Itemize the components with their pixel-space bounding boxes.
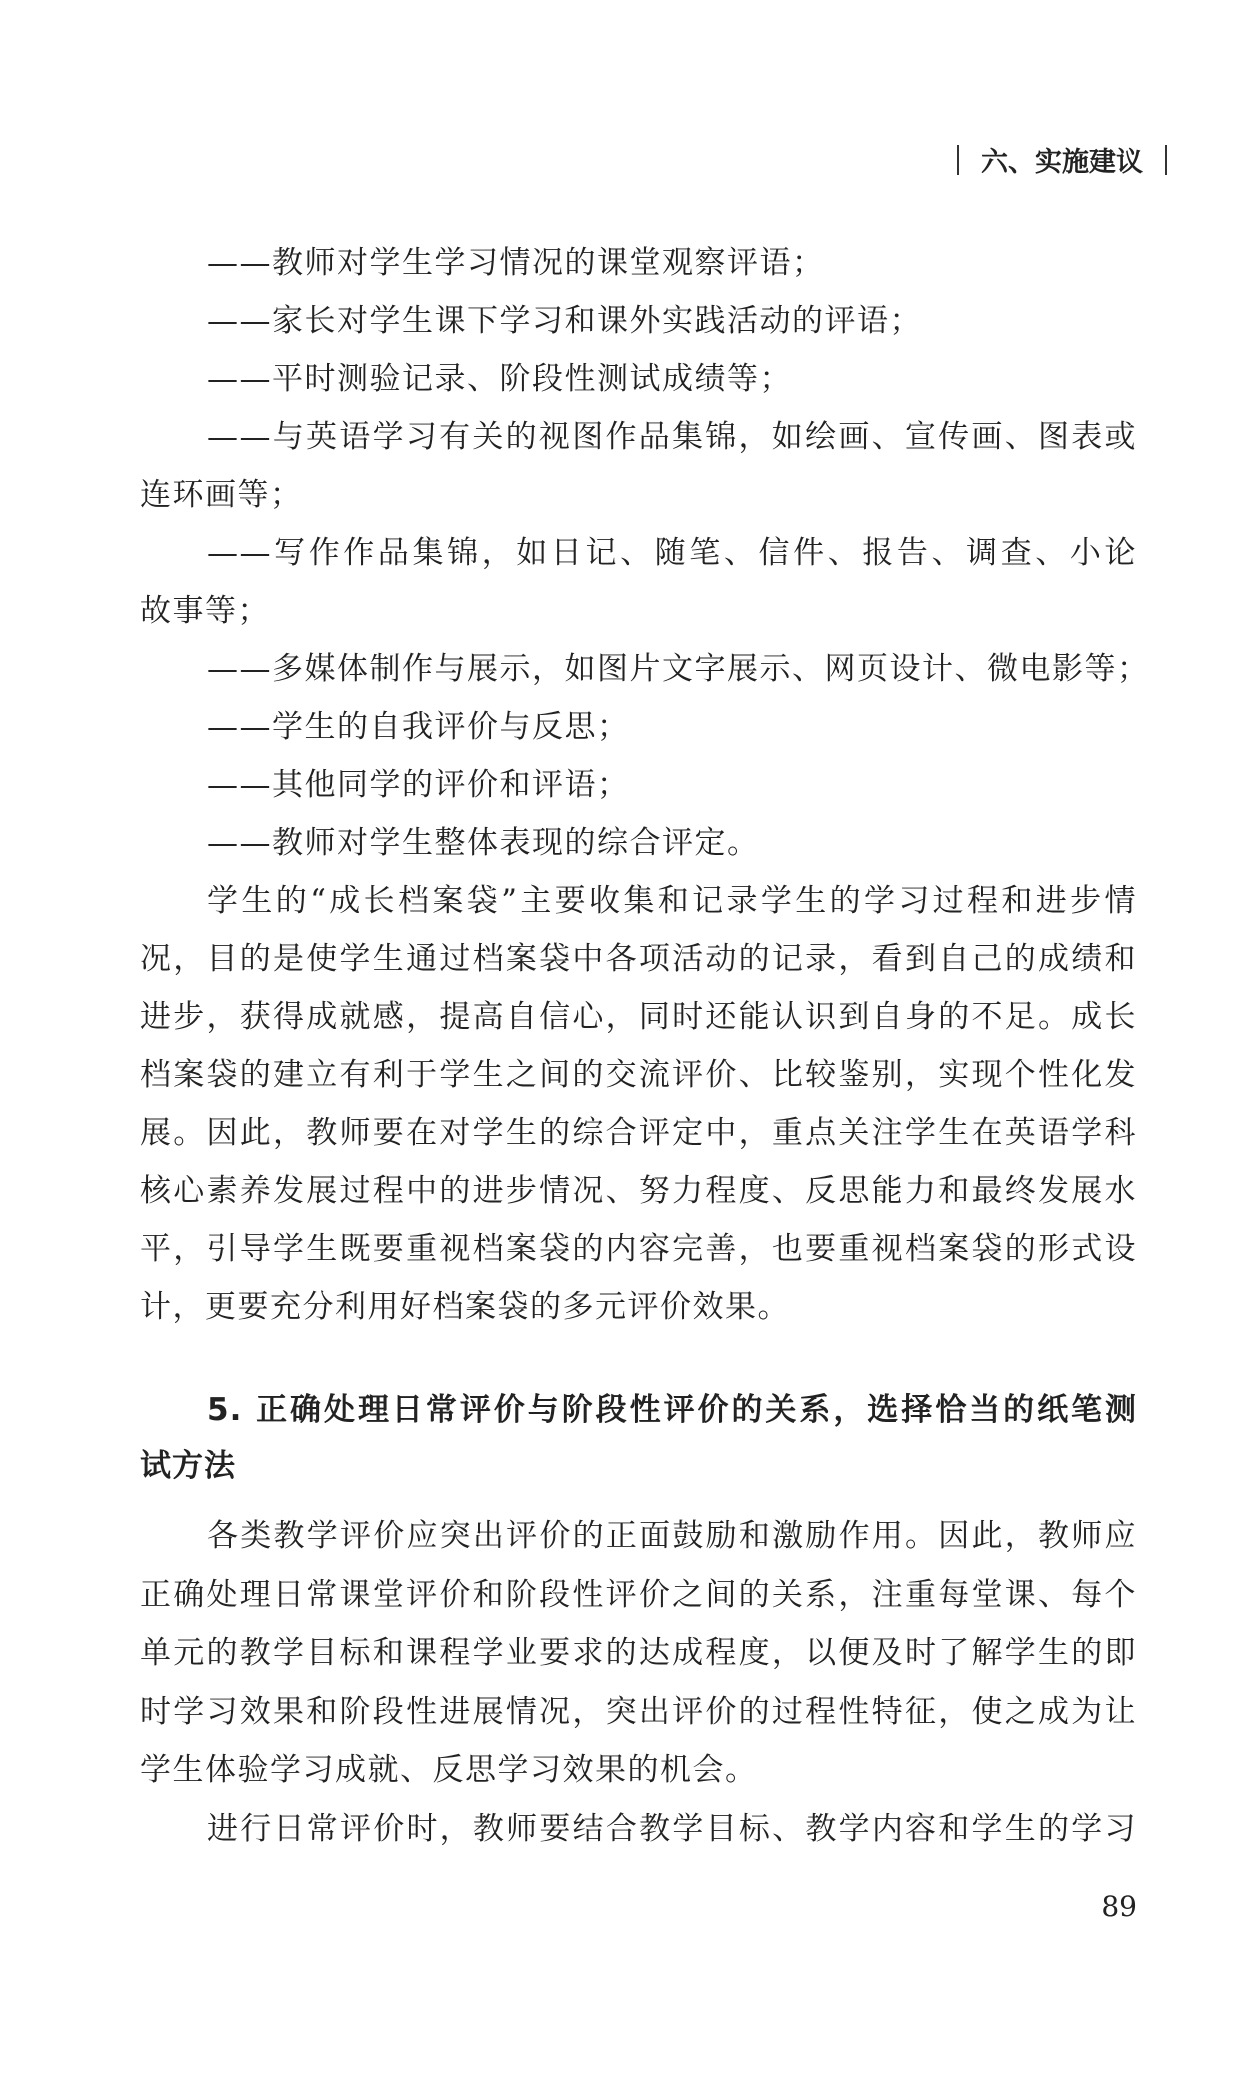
section-title: 六、实施建议 (981, 147, 1143, 178)
paragraph-portfolio (140, 872, 1137, 1336)
list-item: ——教师对学生整体表现的综合评定。 (207, 825, 760, 861)
list-item-continued: 故事等； (140, 593, 270, 629)
list-item: ——平时测验记录、阶段性测试成绩等； (207, 361, 792, 397)
paragraph-line: 档案袋的建立有利于学生之间的交流评价、比较鉴别，实现个性化发 (140, 1057, 1137, 1093)
list-item-continued: 连环画等； (140, 477, 303, 513)
page-body (140, 234, 1150, 1859)
paragraph-line: 展。因此，教师要在对学生的综合评定中，重点关注学生在英语学科 (140, 1115, 1137, 1151)
paragraph-line: 单元的教学目标和课程学业要求的达成程度，以便及时了解学生的即 (140, 1635, 1137, 1672)
section-heading (140, 1382, 1137, 1494)
list-item: ——学生的自我评价与反思； (207, 709, 630, 745)
paragraph-evaluation (140, 1507, 1137, 1859)
list-item: ——写作作品集锦，如日记、随笔、信件、报告、调查、小论 (207, 535, 1137, 571)
heading-line: 试方法 (140, 1448, 236, 1484)
paragraph-line: 各类教学评价应突出评价的正面鼓励和激励作用。因此，教师应 (207, 1518, 1137, 1554)
list-item: ——与英语学习有关的视图作品集锦，如绘画、宣传画、图表或 (207, 419, 1137, 455)
paragraph-line: 正确处理日常课堂评价和阶段性评价之间的关系，注重每堂课、每个 (140, 1576, 1137, 1613)
page-number: 89 (1101, 1890, 1137, 1923)
header-divider (1165, 145, 1167, 175)
paragraph-line: 核心素养发展过程中的进步情况、努力程度、反思能力和最终发展水 (140, 1173, 1137, 1209)
paragraph-line: 进行日常评价时，教师要结合教学目标、教学内容和学生的学习 (207, 1810, 1137, 1847)
paragraph-line: 平，引导学生既要重视档案袋的内容完善，也要重视档案袋的形式设 (140, 1231, 1137, 1267)
header-divider (957, 145, 959, 175)
paragraph-line: 计，更要充分利用好档案袋的多元评价效果。 (140, 1289, 790, 1325)
running-header (957, 140, 1167, 179)
heading-line: 5. 正确处理日常评价与阶段性评价的关系，选择恰当的纸笔测 (207, 1392, 1137, 1428)
portfolio-list (140, 234, 1150, 872)
paragraph-line: 学生的“成长档案袋”主要收集和记录学生的学习过程和进步情 (207, 883, 1137, 919)
paragraph-line: 学生体验学习成就、反思学习效果的机会。 (140, 1752, 758, 1789)
list-item: ——教师对学生学习情况的课堂观察评语； (207, 245, 825, 281)
paragraph-line: 进步，获得成就感，提高自信心，同时还能认识到自身的不足。成长 (140, 999, 1137, 1035)
paragraph-line: 时学习效果和阶段性进展情况，突出评价的过程性特征，使之成为让 (140, 1693, 1137, 1730)
list-item: ——其他同学的评价和评语； (207, 767, 630, 803)
list-item: ——家长对学生课下学习和课外实践活动的评语； (207, 303, 922, 339)
paragraph-line: 况，目的是使学生通过档案袋中各项活动的记录，看到自己的成绩和 (140, 941, 1137, 977)
list-item: ——多媒体制作与展示，如图片文字展示、网页设计、微电影等； (207, 651, 1150, 687)
